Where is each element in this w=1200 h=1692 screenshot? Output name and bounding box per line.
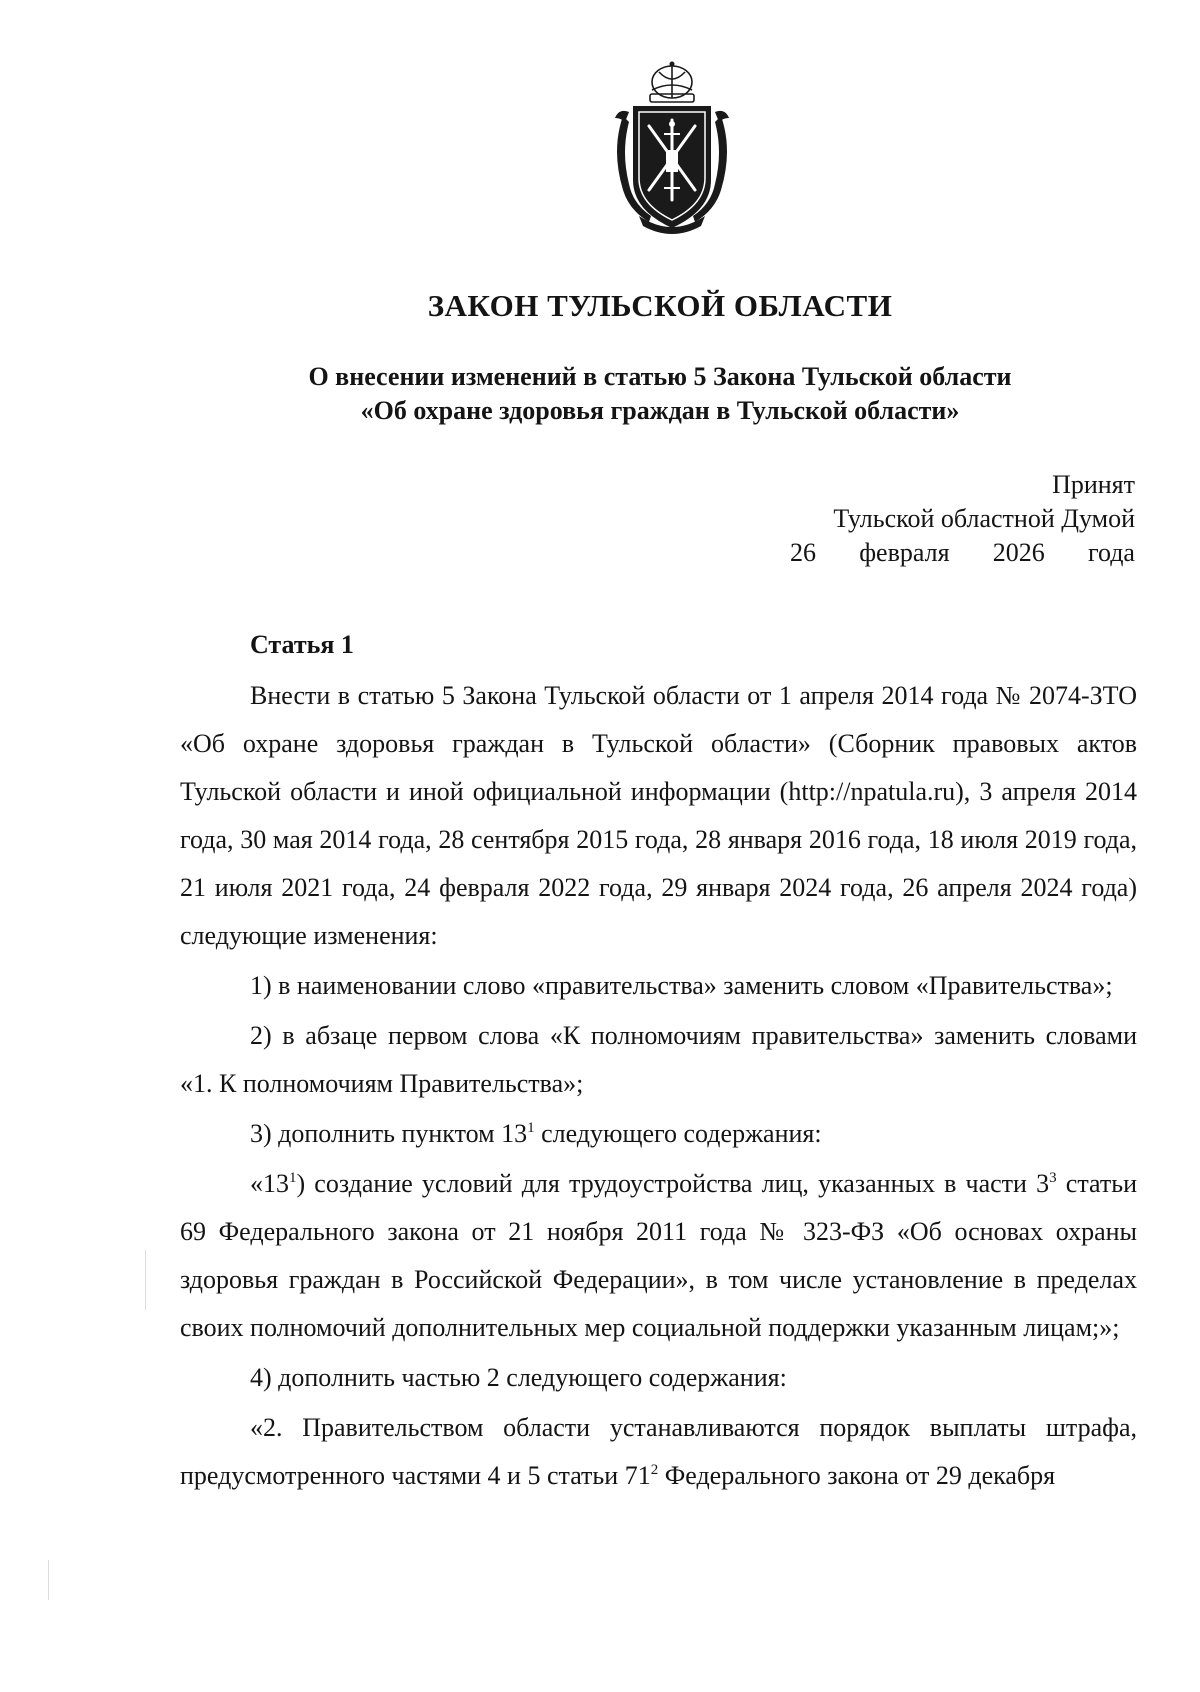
superscript: 1	[527, 1120, 535, 1136]
adopted-day: 26	[790, 538, 816, 567]
adopted-label: Принят	[1052, 470, 1135, 499]
adopted-by: Тульской областной Думой	[833, 504, 1135, 533]
adopted-month: февраля	[859, 538, 950, 567]
document-subtitle	[60, 360, 1200, 428]
adopted-year-suffix: года	[1087, 538, 1135, 567]
paragraph-item-3	[180, 1110, 1137, 1158]
paragraph-item-1: 1) в наименовании слово «правительства» заменить словом «Правительства»;	[250, 971, 1113, 1000]
paragraph-item-3-text-a: 3) дополнить пунктом 13	[250, 1119, 528, 1148]
subtitle-line-2: «Об охране здоровья граждан в Тульской области»	[360, 396, 960, 425]
paragraph-item-4: 4) дополнить частью 2 следующего содержания:	[250, 1363, 787, 1392]
part-2-text-b: Федерального закона от 29 декабря	[658, 1461, 1056, 1490]
part-2-text-a: «2. Правительством области устанавливаются порядок выплаты штрафа, предусмотренного частями 4 и 5 статьи 71	[180, 1413, 1137, 1490]
adopted-year: 2026	[992, 538, 1045, 567]
paragraph-quote-13-1	[180, 1160, 1137, 1352]
superscript: 1	[289, 1170, 297, 1186]
quote-text-b: ) создание условий для трудоустройства лиц, указанных в части 3	[296, 1169, 1050, 1198]
tula-coat-of-arms-icon	[609, 60, 735, 236]
paragraph-item-2: 2) в абзаце первом слова «К полномочиям правительства» заменить словами «1. К полномочиям Правительства»;	[180, 1021, 1137, 1098]
article-heading: Статья 1	[250, 630, 354, 659]
scan-artifact	[145, 1250, 146, 1310]
scan-artifact	[48, 1560, 49, 1600]
article-body	[180, 672, 1137, 1500]
adopted-date	[790, 536, 1135, 570]
document-title: ЗАКОН ТУЛЬСКОЙ ОБЛАСТИ	[427, 288, 893, 323]
quote-text-a: «13	[250, 1169, 289, 1198]
paragraph-intro: Внести в статью 5 Закона Тульской области от 1 апреля 2014 года № 2074-ЗТО «Об охране здоровья граждан в Тульской области» (Сборник правовых актов Тульской области и иной официальной информации (http://npatula.ru), 3 апреля 2014 года, 30 мая 2014 года, 28 сентября 2015 года, 28 января 2016 года, 18 июля 2019 года, 21 июля 2021 года, 24 февраля 2022 года, 29 января 2024 года, 26 апреля 2024 года) следующие изменения:	[180, 681, 1137, 950]
superscript: 2	[650, 1462, 659, 1478]
adoption-block	[790, 468, 1135, 570]
subtitle-line-1: О внесении изменений в статью 5 Закона Тульской области	[308, 362, 1012, 391]
quote-text-c: статьи 69 Федерального закона от 21 ноября 2011 года № 323-ФЗ «Об основах охраны здоровья граждан в Российской Федерации», в том числе установление в пределах своих полномочий дополнительных мер социальной поддержки указанным лицам;»;	[180, 1169, 1137, 1342]
paragraph-quote-part-2	[180, 1404, 1137, 1500]
superscript: 3	[1049, 1170, 1057, 1186]
paragraph-item-3-text-b: следующего содержания:	[534, 1119, 822, 1148]
